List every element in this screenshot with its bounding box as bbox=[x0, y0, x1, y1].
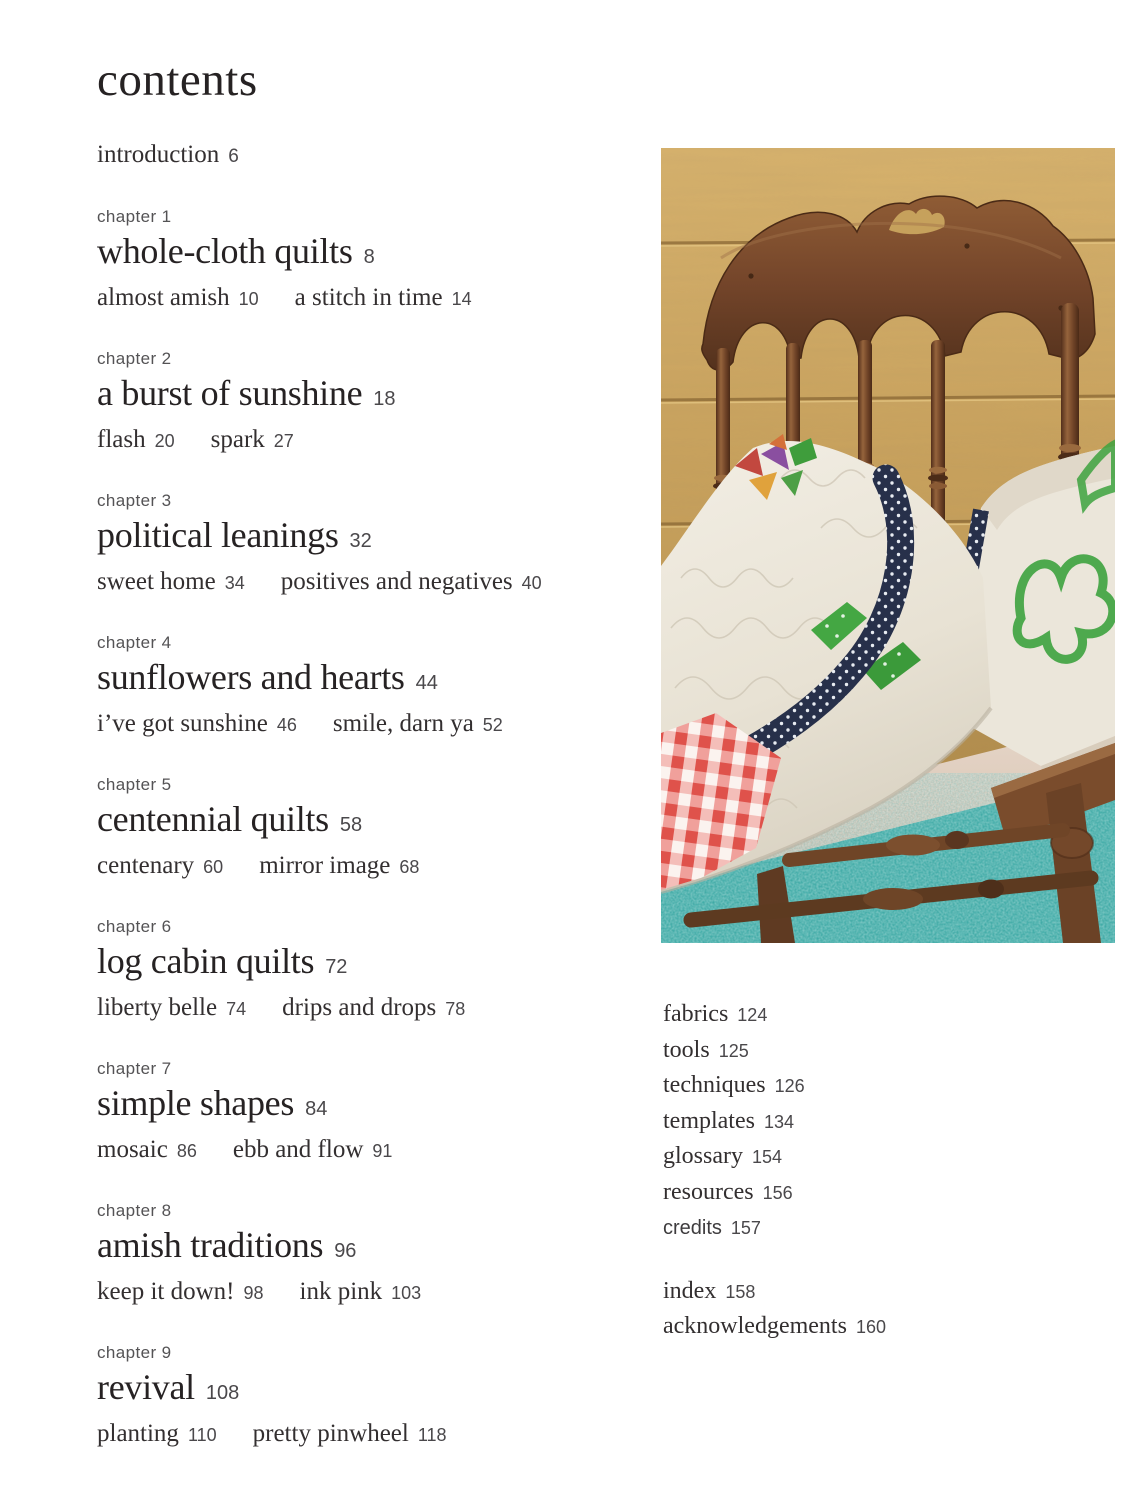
backmatter-page: 156 bbox=[762, 1182, 793, 1203]
chapter-label: chapter 9 bbox=[97, 1343, 172, 1362]
backmatter-entry: templates bbox=[663, 1107, 755, 1134]
toc-entry-page: 118 bbox=[417, 1425, 447, 1445]
endmatter-page: 160 bbox=[855, 1317, 886, 1337]
toc-introduction-row bbox=[97, 140, 672, 172]
chapter-label: chapter 7 bbox=[97, 1059, 172, 1078]
toc-entry: positives and negatives bbox=[280, 568, 513, 595]
toc-chapter-8 bbox=[97, 1201, 672, 1308]
toc-entry: pretty pinwheel bbox=[252, 1420, 409, 1447]
backmatter-row bbox=[663, 997, 1093, 1033]
toc-entry: sweet home bbox=[97, 568, 216, 595]
toc-entry: centenary bbox=[97, 852, 195, 879]
backmatter-entry: credits bbox=[663, 1217, 722, 1239]
toc-entry-page: 10 bbox=[238, 289, 259, 309]
chapter-label: chapter 8 bbox=[97, 1201, 172, 1220]
chapter-title: log cabin quilts bbox=[97, 941, 315, 981]
toc-entry-page: 34 bbox=[224, 573, 245, 593]
toc-entry-page: 27 bbox=[273, 431, 294, 451]
page-title: contents bbox=[97, 54, 258, 106]
chapter-title: simple shapes bbox=[97, 1083, 295, 1123]
toc-entry-page: 86 bbox=[176, 1141, 197, 1161]
toc-entry: mirror image bbox=[259, 852, 391, 879]
toc-entry-page: 78 bbox=[445, 999, 466, 1019]
chair-quilt-photo-illustration bbox=[661, 148, 1115, 943]
toc-entry-page: 40 bbox=[521, 573, 542, 593]
toc-chapter-3 bbox=[97, 491, 672, 598]
backmatter-page: 134 bbox=[763, 1111, 795, 1132]
endmatter-row bbox=[663, 1274, 1093, 1310]
toc-entry-page: 14 bbox=[451, 289, 472, 309]
backmatter-entry: techniques bbox=[663, 1072, 766, 1098]
chapter-label: chapter 4 bbox=[97, 633, 172, 652]
endmatter-entry: index bbox=[663, 1277, 717, 1304]
chapter-title: centennial quilts bbox=[97, 799, 329, 839]
toc-entry-page: 74 bbox=[226, 999, 247, 1019]
chapter-title: political leanings bbox=[97, 515, 339, 555]
chapter-label: chapter 2 bbox=[97, 349, 172, 368]
backmatter-row bbox=[663, 1104, 1093, 1140]
toc-entry-page: 91 bbox=[372, 1141, 393, 1161]
backmatter-page: 126 bbox=[774, 1076, 805, 1096]
chapter-label: chapter 5 bbox=[97, 775, 172, 794]
chapter-page: 72 bbox=[325, 956, 348, 978]
chapter-label: chapter 3 bbox=[97, 491, 172, 510]
chapter-title: whole-cloth quilts bbox=[97, 231, 353, 271]
toc-entry-page: 98 bbox=[243, 1283, 264, 1303]
chapter-page: 108 bbox=[205, 1382, 240, 1404]
toc-entry-page: 20 bbox=[154, 431, 175, 451]
toc-entry: spark bbox=[210, 426, 265, 453]
backmatter-entry: resources bbox=[663, 1178, 754, 1205]
backmatter-entry: fabrics bbox=[663, 1001, 729, 1027]
chapter-title: a burst of sunshine bbox=[97, 373, 363, 413]
table-of-contents bbox=[97, 54, 672, 1485]
toc-entry: keep it down! bbox=[97, 1278, 235, 1305]
backmatter-page: 154 bbox=[752, 1147, 783, 1167]
toc-entry: ink pink bbox=[299, 1278, 383, 1305]
backmatter-list bbox=[663, 997, 1093, 1345]
backmatter-entry: glossary bbox=[663, 1143, 743, 1169]
toc-entry-introduction: introduction bbox=[97, 141, 220, 168]
chapter-page: 44 bbox=[415, 672, 438, 694]
toc-entry-page: 6 bbox=[228, 146, 239, 167]
chapter-label: chapter 1 bbox=[97, 207, 172, 226]
toc-entry: smile, darn ya bbox=[332, 710, 474, 737]
toc-chapter-5 bbox=[97, 775, 672, 882]
backmatter-entry: tools bbox=[663, 1036, 710, 1063]
chapter-title: amish traditions bbox=[97, 1225, 324, 1265]
toc-entry: almost amish bbox=[97, 284, 230, 311]
toc-entry-page: 52 bbox=[482, 715, 503, 735]
chapter-page: 58 bbox=[339, 814, 363, 836]
backmatter-row bbox=[663, 1033, 1093, 1069]
toc-chapter-2 bbox=[97, 349, 672, 456]
chapter-page: 84 bbox=[305, 1098, 328, 1120]
chair-quilt-photo bbox=[661, 148, 1115, 943]
toc-chapter-6 bbox=[97, 917, 672, 1024]
toc-entry-page: 68 bbox=[399, 857, 420, 877]
toc-entry: liberty belle bbox=[97, 994, 218, 1021]
backmatter-row bbox=[663, 1175, 1093, 1211]
endmatter-page: 158 bbox=[725, 1281, 756, 1302]
backmatter-page: 125 bbox=[718, 1040, 749, 1061]
chapter-page: 8 bbox=[363, 246, 375, 268]
toc-entry-page: 103 bbox=[391, 1283, 422, 1303]
chapter-title: sunflowers and hearts bbox=[97, 657, 405, 697]
toc-entry: flash bbox=[97, 426, 146, 453]
toc-chapter-7 bbox=[97, 1059, 672, 1166]
chapter-label: chapter 6 bbox=[97, 917, 172, 936]
endmatter-entry: acknowledgements bbox=[663, 1313, 847, 1339]
backmatter-row bbox=[663, 1139, 1093, 1175]
toc-chapter-9 bbox=[97, 1343, 672, 1450]
toc-entry: a stitch in time bbox=[294, 284, 443, 311]
backmatter-page: 124 bbox=[737, 1005, 768, 1025]
toc-entry: ebb and flow bbox=[232, 1136, 364, 1163]
chapter-title: revival bbox=[97, 1367, 195, 1407]
toc-entry: mosaic bbox=[97, 1136, 168, 1163]
endmatter-row bbox=[663, 1309, 1093, 1345]
toc-chapter-4 bbox=[97, 633, 672, 740]
toc-entry: i’ve got sunshine bbox=[97, 710, 268, 737]
chapter-page: 96 bbox=[334, 1240, 357, 1262]
backmatter-page: 157 bbox=[730, 1218, 761, 1238]
toc-entry-page: 110 bbox=[187, 1425, 217, 1445]
backmatter-row bbox=[663, 1068, 1093, 1104]
endmatter-list bbox=[663, 1274, 1093, 1345]
chapter-page: 18 bbox=[373, 388, 396, 410]
backmatter-row bbox=[663, 1210, 1093, 1246]
chapter-page: 32 bbox=[349, 530, 372, 552]
toc-entry: drips and drops bbox=[282, 994, 437, 1021]
toc-entry-page: 46 bbox=[276, 715, 297, 735]
toc-entry-page: 60 bbox=[203, 857, 224, 877]
toc-chapter-1 bbox=[97, 207, 672, 314]
toc-entry: planting bbox=[97, 1420, 179, 1447]
